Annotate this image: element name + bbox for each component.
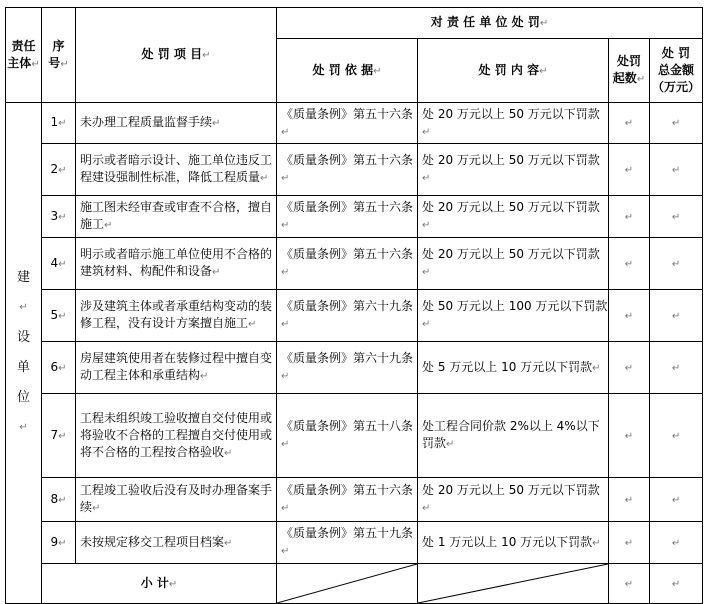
header-start-count: 处罚 起数↵ bbox=[609, 39, 650, 103]
table-row: 9↵ 未按规定移交工程项目档案↵ 《质量条例》第五十九条↵ 处 1 万元以上 10 万元以下罚款↵ ↵ ↵ bbox=[6, 522, 703, 564]
table-row: 4↵ 明示或者暗示施工单位使用不合格的建筑材料、构配件和设备↵ 《质量条例》第五十六条↵ 处 20 万元以上 50 万元以下罚款↵ ↵ ↵ bbox=[6, 238, 703, 290]
subtotal-row bbox=[6, 564, 703, 604]
table-row: 5↵ 涉及建筑主体或者承重结构变动的装修工程，没有设计方案擅自施工↵ 《质量条例》第六十九条↵ 处 50 万元以上 100 万元以下罚款↵ ↵ ↵ bbox=[6, 290, 703, 342]
subtotal-total: ↵ bbox=[650, 564, 703, 604]
table-row: 建 ↵ 设 单 位 ↵ 1↵ 未办理工程质量监督手续↵ 《质量条例》第五十六条↵ 处 20 万元以上 50 万元以下罚款↵ ↵ ↵ bbox=[6, 103, 703, 144]
header-item: 处 罚 项 目↵ bbox=[76, 8, 277, 103]
subtotal-label: 小 计↵ bbox=[42, 564, 277, 604]
header-subject: 责任 主体↵ bbox=[6, 8, 42, 103]
header-seq: 序 号↵ bbox=[42, 8, 76, 103]
header-basis: 处 罚 依 据↵ bbox=[277, 39, 418, 103]
subtotal-content-slash bbox=[418, 564, 609, 604]
header-total: 处 罚 总金额 （万元） bbox=[650, 39, 703, 103]
subject-cell: 建 ↵ 设 单 位 ↵ bbox=[6, 103, 42, 604]
table-row: 6↵ 房屋建筑使用者在装修过程中擅自变动工程主体和承重结构↵ 《质量条例》第六十九条↵ 处 5 万元以上 10 万元以下罚款↵ ↵ ↵ bbox=[6, 342, 703, 394]
table-row: 8↵ 工程竣工验收后没有及时办理备案手续↵ 《质量条例》第五十六条↵ 处 20 万元以上 50 万元以下罚款↵ ↵ ↵ bbox=[6, 478, 703, 522]
subtotal-start-count: ↵ bbox=[609, 564, 650, 604]
header-content: 处 罚 内 容↵ bbox=[418, 39, 609, 103]
table-row: 2↵ 明示或者暗示设计、施工单位违反工程建设强制性标准，降低工程质量↵ 《质量条例》第五十六条↵ 处 20 万元以上 50 万元以下罚款↵ ↵ ↵ bbox=[6, 144, 703, 196]
table-row: 3↵ 施工图未经审查或审查不合格，擅自施工↵ 《质量条例》第五十六条↵ 处 20 万元以上 50 万元以下罚款↵ ↵ ↵ bbox=[6, 196, 703, 238]
header-group: 对 责 任 单 位 处 罚↵ bbox=[277, 8, 703, 39]
penalty-table bbox=[5, 7, 703, 604]
table-row: 7↵ 工程未组织竣工验收擅自交付使用或将验收不合格的工程擅自交付使用或将不合格的工程按合格验收↵ 《质量条例》第五十八条↵ 处工程合同价款 2%以上 4%以下罚款↵ ↵ ↵ bbox=[6, 394, 703, 478]
subtotal-basis-slash bbox=[277, 564, 418, 604]
